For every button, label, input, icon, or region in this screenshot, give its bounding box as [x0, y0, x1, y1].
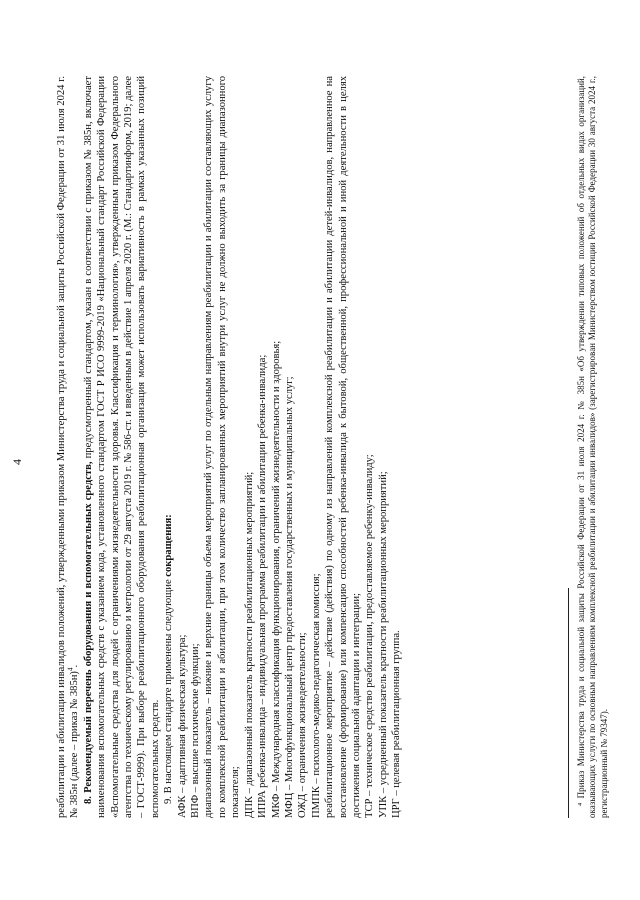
abbreviation-item: МКФ – Международная классификация функционирования, ограничений жизнедеятельности и здоровья; [270, 340, 282, 818]
abbreviation-item: УПК – усредненный показатель кратности реабилитационных мероприятий; [377, 471, 389, 818]
intro-end: . [69, 664, 81, 668]
abbreviation-item: ДПК – диапазонный показатель кратности реабилитационных мероприятий; [243, 471, 255, 818]
abbreviation-item: ВПФ – высшие психические функции; [190, 643, 202, 818]
abbreviation-item: ТСР – техническое средство реабилитации, предоставляемое ребенку-инвалиду; [364, 454, 376, 818]
section-9-text: 9. В настоящем стандарте применены следующие [163, 576, 175, 804]
document-body [55, 76, 404, 818]
abbreviation-item: ИПРА ребенка-инвалида – индивидуальная программа реабилитации и абилитации ребенка-инвалида; [257, 354, 269, 818]
abbreviation-item: диапазонный показатель – нижние и верхние границы объема мероприятий услуг по отдельным направлениям реабилитации и абилитации составляющих услугу по комплексной реабилитации и абилитации, при этом количество запланированных мероприятий внутри услуг не должно выходить за границы диапазонного показателя; [203, 76, 242, 818]
abbreviation-item: ПМПК – психолого-медико-педагогическая комиссия; [310, 573, 322, 818]
footnote-text: ⁴ Приказ Министерства труда и социальной защиты Российской Федерации от 31 июля 2024 г. № 385н «Об утверждении типовых положений об отдельных видах организаций, оказывающих услуги по основным направлениям комплексной реабилитации и абилитации инвалидов» (зарегистрирован Министерством юстиции Российской Федерации 30 августа 2024 г., регистрационный № 79347). [576, 76, 609, 818]
footnote-marker: 4 [66, 667, 75, 672]
intro-paragraph [55, 76, 82, 818]
intro-text: реабилитации и абилитации инвалидов положений, утвержденными приказом Министерства труда и социальной защиты Российской Федерации от 31 июля 2024 г. № 385н (далее – приказ № 385н) [56, 76, 81, 818]
section-8-paragraph [82, 76, 162, 818]
footnote-separator [568, 588, 569, 818]
abbreviation-item: ОЖД – ограничения жизнедеятельности; [297, 632, 309, 818]
footnote [576, 76, 610, 818]
abbreviation-item: АФК – адаптивная физическая культура; [176, 634, 188, 818]
section-9-bold: сокращения: [163, 514, 175, 577]
section-8-heading: 8. Рекомендуемый перечень оборудования и вспомогательных средств, [82, 461, 94, 804]
abbreviation-item: ЦРГ – целевая реабилитационная группа. [391, 630, 403, 818]
abbreviation-item: МФЦ – Многофункциональный центр предоставления государственных и муниципальных услуг; [283, 376, 295, 818]
page-number: 4 [10, 459, 24, 465]
abbreviation-item: реабилитационное мероприятие – действие (действия) по одному из направлений комплексной реабилитации и абилитации детей-инвалидов, направленное на восстановление (формирование) или компенсацию способностей ребенка-инвалида к бытовой, общественной, профессиональной и иной деятельности в целях достижения социальной адаптации и интеграции; [324, 76, 362, 818]
section-9-paragraph [162, 76, 175, 818]
section-8-text: предусмотренный стандартом, указан в соответствии с приказом № 385н, включает наименования вспомогательных средств с указанием кода, установленного стандартом ГОСТ Р ИСО 9999-2019 «Национальный стандарт Российской Федерации «Вспомогательные средства для людей с ограничениями жизнедеятельности здоровья. Классификация и терминология», утвержденным приказом Федерального агентства по техническому регулированию и метрологии от 29 августа 2019 г. № 586-ст. и введенным в действие 1 апреля 2020 г. (М.: Стандартинформ, 2019; далее – ГОСТ-9999). При выборе реабилитационного оборудования реабилитационная организация может использовать вариативность в рамках указанных позиций вспомогательных средств. [82, 75, 161, 818]
